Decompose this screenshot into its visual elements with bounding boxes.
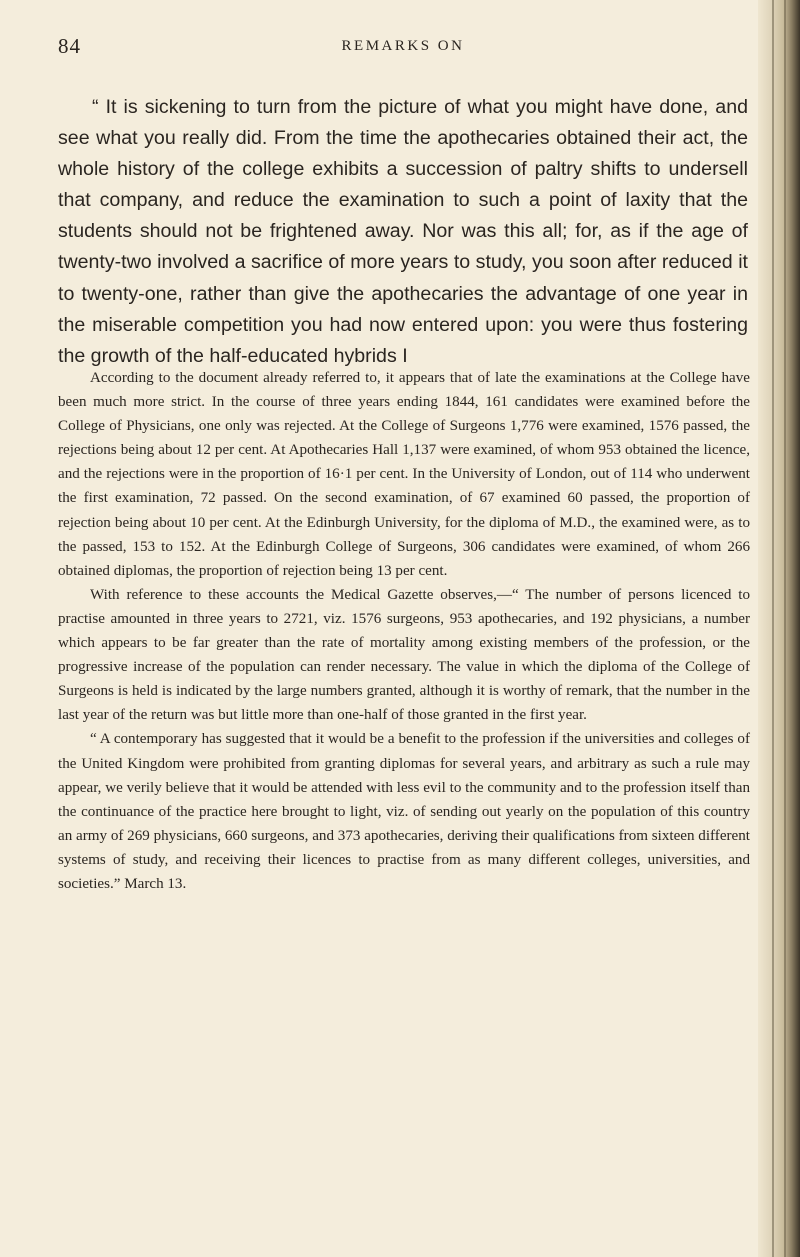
running-head bbox=[58, 34, 748, 58]
page-number: 84 bbox=[58, 34, 81, 58]
edge-line bbox=[772, 0, 774, 1257]
book-spine-edge bbox=[758, 0, 800, 1257]
edge-line bbox=[784, 0, 786, 1257]
footnote-paragraph-1: According to the document already referred to, it appears that of late the examinations at the College have been much more strict. In the course of three years ending 1844, 161 candidates were examined before the College of Physicians, one only was rejected. At the College of Surgeons 1,776 were examined, 1576 passed, the rejections being about 12 per cent. At Apothecaries Hall 1,137 were examined, of whom 953 obtained the licence, and the rejections were in the proportion of 16·1 per cent. In the University of London, out of 114 who underwent the first examination, 72 passed. On the second examination, of 67 examined 60 passed, the proportion of rejection being about 10 per cent. At the Edinburgh University, for the diploma of M.D., the examined were, as to the passed, 153 to 152. At the Edinburgh College of Surgeons, 306 candidates were examined, of whom 266 obtained diplomas, the proportion of rejection being 13 per cent. bbox=[58, 370, 750, 579]
running-head-title: REMARKS ON bbox=[341, 38, 465, 54]
footnote-paragraph-3: “ A contemporary has suggested that it would be a benefit to the profession if the universities and colleges of the United Kingdom were prohibited from granting diplomas for several years, and arbitrary as such a rule may appear, we verily believe that it would be attended with less evil to the community and to the profession itself than the continuance of the practice here brought to light, viz. of sending out yearly on the population of this country an army of 269 physicians, 660 surgeons, and 373 apothecaries, deriving their qualifications from sixteen different systems of study, and receiving their licences to practise from as many different colleges, universities, and societies.” March 13. bbox=[58, 731, 750, 892]
main-paragraph: “ It is sickening to turn from the picture of what you might have done, and see what you really did. From the time the apothecaries obtained their act, the whole history of the college exhibits a succession of paltry shifts to undersell that company, and reduce the examination to such a point of laxity that the students should not be frightened away. Nor was this all; for, as if the age of twenty-two involved a sacrifice of more years to study, you soon after reduced it to twenty-one, rather than give the apothecaries the advantage of one year in the miserable competition you had now entered upon: you were thus fostering the growth of the half-educated hybrids I bbox=[58, 96, 748, 367]
footnote-paragraph-2: With reference to these accounts the Medical Gazette observes,—“ The number of persons licenced to practise amounted in three years to 2721, viz. 1576 surgeons, 953 apothecaries, and 192 physicians, a number which appears to be far greater than the rate of mortality among existing members of the profession, or the progressive increase of the population can render necessary. The value in which the diploma of the College of Surgeons is held is indicated by the large numbers granted, although it is worthy of remark, that the number in the last year of the return was but little more than one-half of those granted in the first year. bbox=[58, 586, 750, 724]
footnote bbox=[58, 366, 750, 896]
